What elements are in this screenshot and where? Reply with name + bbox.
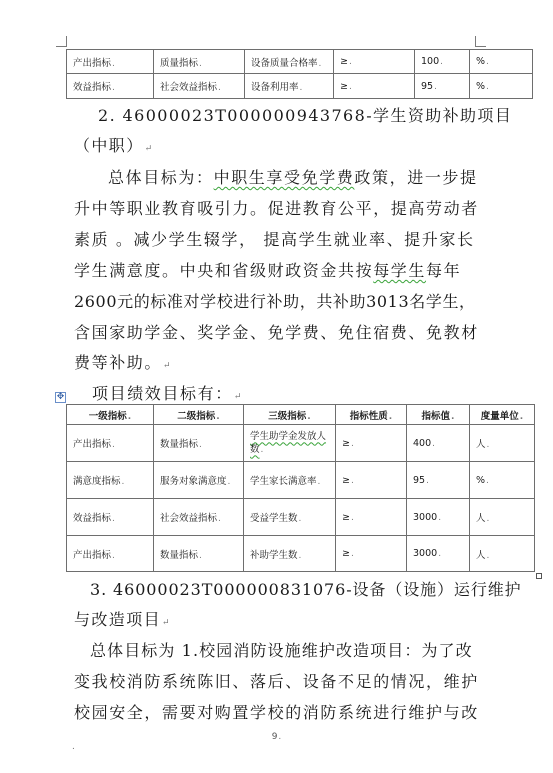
section2-goal-line: 升中等职业教育吸引力。促进教育公平，提高劳动者 <box>74 199 479 218</box>
section3-goal-line: 总体目标为 1.校园消防设施维护改造项目：为了改 <box>90 641 473 660</box>
table-cell: 人. <box>470 536 535 572</box>
section2-goal-line: 总体目标为：中职生享受免学费政策，进一步提 <box>108 168 478 187</box>
table-cell: 产出指标. <box>67 536 154 572</box>
page-number: 9. <box>271 732 282 742</box>
table-cell: 400. <box>407 425 470 462</box>
section3-goal-line: 变我校消防系统陈旧、落后、设备不足的情况，维护 <box>74 672 479 691</box>
table-cell: 数量指标. <box>154 536 244 572</box>
table-cell: 人. <box>470 499 535 536</box>
table-cell: ≥. <box>334 50 415 74</box>
table-cell: 产出指标. <box>67 50 154 74</box>
table-cell: 设备利用率. <box>245 74 334 99</box>
table-cell: 学生家长满意率. <box>244 462 336 499</box>
section2-goal-line: 素质 。减少学生辍学， 提高学生就业率、提升家长 <box>74 230 475 249</box>
table-cell: ≥. <box>336 425 407 462</box>
table-row <box>67 425 535 462</box>
table-cell: 产出指标. <box>67 425 154 462</box>
column-header: 一级指标. <box>67 405 154 425</box>
table-cell: ≥. <box>336 462 407 499</box>
targets-intro: 项目绩效目标有：↵ <box>92 384 243 403</box>
table-cell: ≥. <box>334 74 415 99</box>
table-cell: %. <box>470 50 533 74</box>
column-header: 二级指标. <box>154 405 244 425</box>
section2-heading: 2. 46000023T000000943768-学生资助补助项目 <box>98 106 513 125</box>
table-cell: 社会效益指标. <box>154 499 244 536</box>
table-row <box>67 462 535 499</box>
table-cell: 社会效益指标. <box>154 74 245 99</box>
table-move-handle-icon[interactable]: ✥ <box>56 392 65 402</box>
table-cell: 100. <box>415 50 470 74</box>
table-cell: 设备质量合格率. <box>245 50 334 74</box>
section2-goal-line: 2600元的标准对学校进行补助，共补助3013名学生， <box>74 292 476 311</box>
table-equipment-indicators <box>66 49 533 99</box>
table-cell: ≥. <box>336 499 407 536</box>
column-header: 指标值. <box>407 405 470 425</box>
table-row <box>67 499 535 536</box>
section2-heading-cont: （中职）↵ <box>74 136 154 155</box>
table-cell: 3000. <box>407 499 470 536</box>
table-cell: 服务对象满意度. <box>154 462 244 499</box>
table-cell: 补助学生数. <box>244 536 336 572</box>
table-cell: 质量指标. <box>154 50 245 74</box>
table-row <box>67 536 535 572</box>
paragraph-mark: . <box>72 742 75 752</box>
table-cell: 效益指标. <box>67 499 154 536</box>
table-resize-handle[interactable] <box>536 573 542 579</box>
table-cell: 满意度指标. <box>67 462 154 499</box>
table-cell: 95. <box>415 74 470 99</box>
section3-heading: 3. 46000023T000000831076-设备（设施）运行维护 <box>90 580 522 599</box>
column-header: 指标性质. <box>336 405 407 425</box>
section3-goal-line: 校园安全，需要对购置学校的消防系统进行维护与改 <box>74 703 479 722</box>
table-cell: ≥. <box>336 536 407 572</box>
section2-goal-line: 费等补助。↵ <box>74 353 173 372</box>
table-cell: 效益指标. <box>67 74 154 99</box>
section2-goal-line: 含国家助学金、奖学金、免学费、免住宿费、免教材 <box>74 323 479 342</box>
table-row <box>67 50 533 74</box>
column-header: 度量单位. <box>470 405 535 425</box>
crop-mark-left <box>56 36 67 47</box>
table-cell: 人. <box>470 425 535 462</box>
table-cell: %. <box>470 74 533 99</box>
table-cell: 受益学生数. <box>244 499 336 536</box>
section3-heading-cont: 与改造项目↵ <box>74 610 171 629</box>
table-cell: 3000. <box>407 536 470 572</box>
table-cell: %. <box>470 462 535 499</box>
table-row <box>67 74 533 99</box>
table-cell: 数量指标. <box>154 425 244 462</box>
section2-goal-line: 学生满意度。中央和省级财政资金共按每学生每年 <box>74 261 462 280</box>
column-header: 三级指标. <box>244 405 336 425</box>
table-performance-targets <box>66 404 535 572</box>
crop-mark-right <box>475 36 486 47</box>
table-cell: 95. <box>407 462 470 499</box>
table-header-row <box>67 405 535 425</box>
table-cell: 学生助学金发放人数. <box>244 425 336 462</box>
